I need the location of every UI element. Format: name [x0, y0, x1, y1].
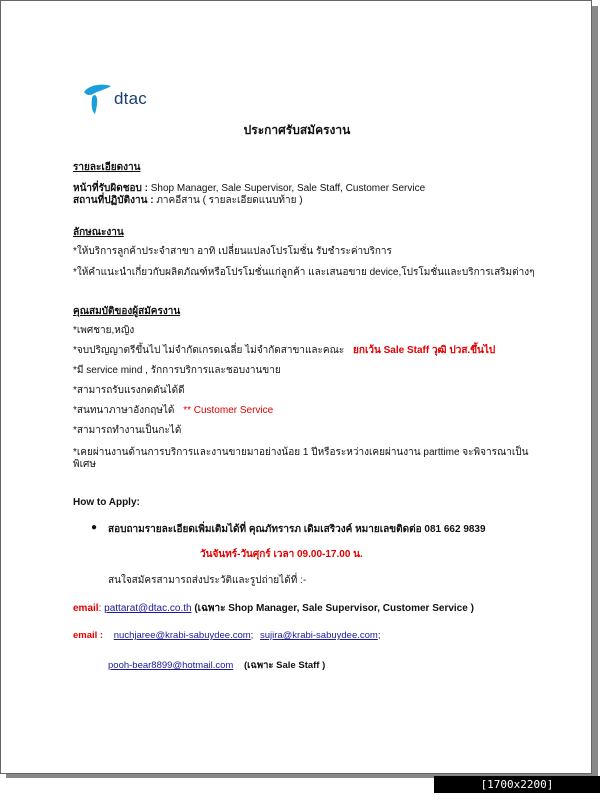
page-title: ประกาศรับสมัครงาน [243, 123, 351, 137]
location-value: ภาคอีสาน ( รายละเอียดแนบท้าย ) [156, 195, 303, 206]
bullet-icon: ● [91, 522, 98, 533]
qualification-5-note: ** Customer Service [183, 405, 274, 416]
email-1-label: email [73, 603, 99, 614]
email-3-link[interactable]: pooh-bear8899@hotmail.com [108, 660, 234, 671]
email-2b-link[interactable]: sujira@krabi-sabuydee.com [259, 630, 378, 641]
job-description-heading: ลักษณะงาน [73, 227, 124, 238]
location-line [73, 193, 303, 208]
dtac-logo-icon [81, 83, 115, 117]
email-line-3 [108, 658, 325, 673]
qualification-2-text: *จบปริญญาตรีขึ้นไป ไม่จำกัดเกรดเฉลี่ย ไม่จำกัดสาขาและคณะ [73, 345, 345, 356]
apply-heading: How to Apply: [73, 497, 140, 508]
watermark: [1700x2200] http://upic.me/ [434, 776, 600, 793]
qualification-2 [73, 343, 495, 358]
contact-info: สอบถามรายละเอียดเพิ่มเติมได้ที่ คุณภัทรารภ เดิมเสริวงค์ หมายเลขติดต่อ 081 662 9839 [108, 524, 486, 535]
qualification-5-text: *สนทนาภาษาอังกฤษได้ [73, 405, 175, 416]
email-2-label: email : [73, 630, 104, 641]
qualification-4: *สามารถรับแรงกดดันได้ดี [73, 385, 185, 396]
send-info: สนใจสมัครสามารถส่งประวัติและรูปถ่ายได้ที่ :- [108, 575, 307, 586]
qualification-5 [73, 403, 273, 418]
description-line-2: *ให้คำแนะนำเกี่ยวกับผลิตภัณฑ์หรือโปรโมชั่นแก่ลูกค้า และเสนอขาย device,โปรโมชั่นและบริการเสริมต่างๆ [73, 267, 535, 278]
email-line-2: email : nuchjaree@krabi-sabuydee.com; sujira@krabi-sabuydee.com; [73, 630, 381, 641]
qualification-3: *มี service mind , รักการบริการและชอบงานขาย [73, 365, 281, 376]
position-label: หน้าที่รับผิดชอบ : [73, 183, 148, 194]
brand-name: dtac [114, 89, 147, 108]
email-1-note: (เฉพาะ Shop Manager, Sale Supervisor, Customer Service ) [194, 603, 474, 614]
email-1-link[interactable]: pattarat@dtac.co.th [104, 603, 192, 614]
page-shadow-right [592, 6, 598, 776]
qualification-2-exception: ยกเว้น Sale Staff วุฒิ ปวส.ขึ้นไป [353, 345, 496, 356]
qualifications-heading: คุณสมบัติของผู้สมัครงาน [73, 306, 181, 317]
qualification-1: *เพศชาย,หญิง [73, 325, 135, 336]
qualification-7-cont: พิเศษ [73, 459, 96, 470]
email-line-1: email: pattarat@dtac.co.th (เฉพาะ Shop Manager, Sale Supervisor, Customer Service ) [73, 603, 474, 614]
dtac-logo [81, 83, 171, 117]
email-2a-link[interactable]: nuchjaree@krabi-sabuydee.com [113, 630, 251, 641]
email-3-note: (เฉพาะ Sale Staff ) [243, 660, 326, 671]
office-hours: วันจันทร์-วันศุกร์ เวลา 09.00-17.00 น. [200, 549, 363, 560]
qualification-6: *สามารถทำงานเป็นกะได้ [73, 425, 182, 436]
description-line-1: *ให้บริการลูกค้าประจำสาขา อาทิ เปลี่ยนแปลงโปรโมชั่น รับชำระค่าบริการ [73, 246, 392, 257]
job-details-heading: รายละเอียดงาน [73, 162, 141, 173]
location-label: สถานที่ปฏิบัติงาน : [73, 195, 154, 206]
qualification-7: *เคยผ่านงานด้านการบริการและงานขายมาอย่างน้อย 1 ปีหรือระหว่างเคยผ่านงาน parttime จะพิจารณาเป็น [73, 447, 529, 458]
position-value: Shop Manager, Sale Supervisor, Sale Staff, Customer Service [150, 183, 426, 194]
